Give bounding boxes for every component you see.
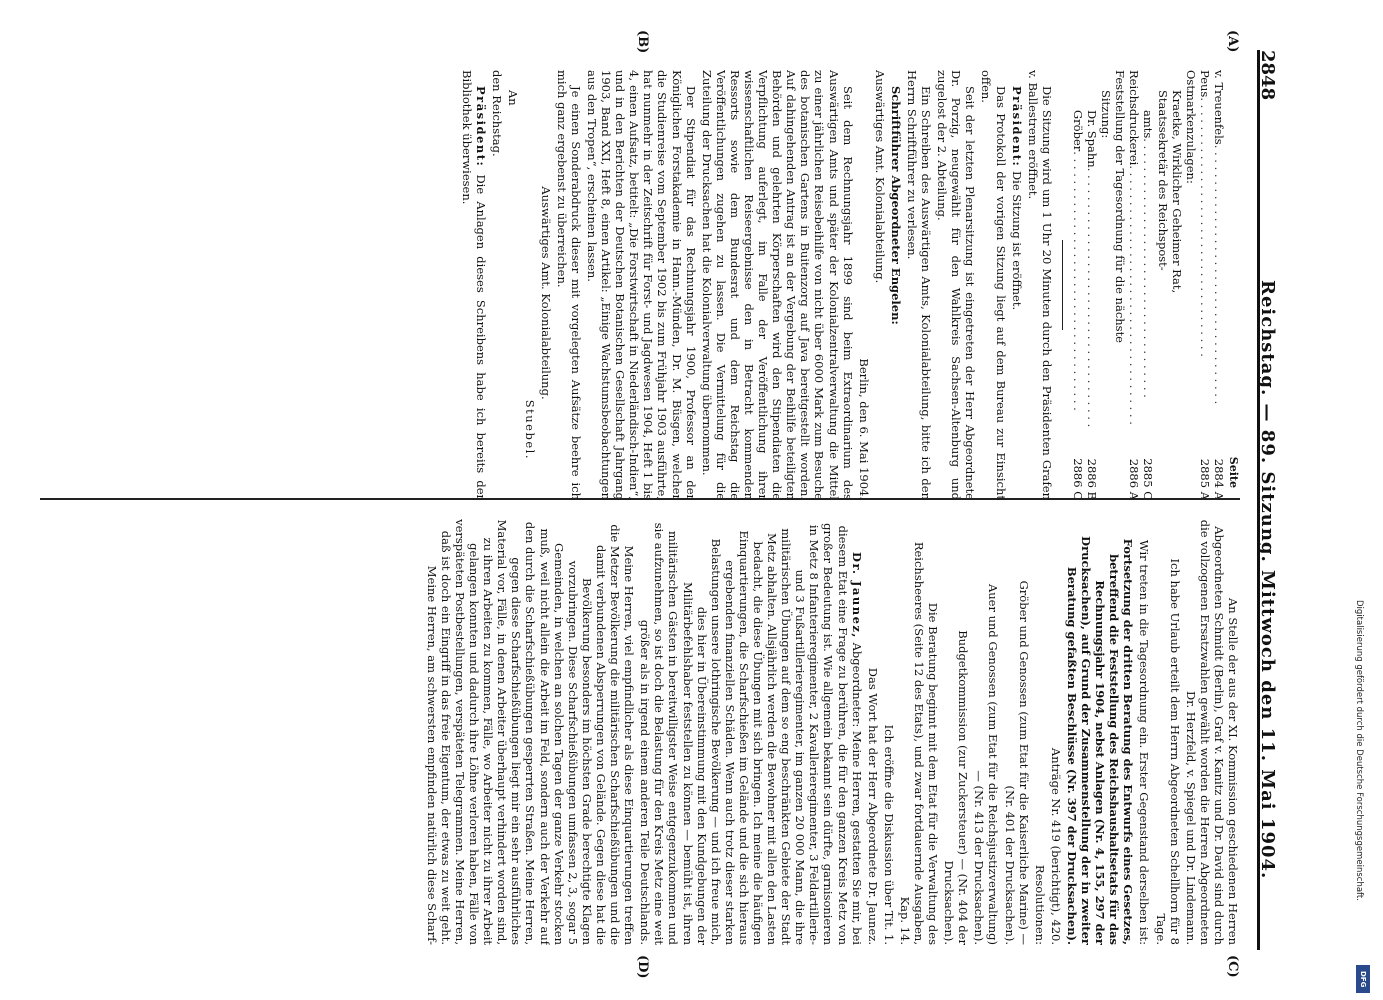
paragraph: Je einen Sonderabdruck dieser mit vorgelegten Aufsätze beehre ich mich ganz ergebenst zu überreichen. [554, 70, 583, 500]
resolution-item: Budgetkommission (zur Zuckersteuer) — (Nr. 404 der Drucksachen). [942, 630, 971, 945]
page-title: Reichstag. — 89. Sitzung. Mittwoch den 11. Mai 1904. [1257, 280, 1278, 880]
toc-leader-dots [1127, 165, 1141, 454]
toc-entry-name: Feststellung der Tagesordnung für die nächste [1113, 70, 1128, 343]
digitization-note [1352, 600, 1364, 960]
paragraph: Anträge Nr. 419 (berichtigt), 420. [1048, 747, 1063, 945]
page-header [1248, 50, 1282, 950]
toc-label: Seite [1227, 456, 1240, 488]
toc-entry-name: v. Treuenfels [1211, 70, 1226, 145]
paragraph [889, 70, 903, 500]
section-divider [1062, 240, 1063, 330]
paragraph [460, 70, 488, 500]
margin-mark-d: (D) [635, 955, 650, 979]
paragraph: An Stelle der aus der XI. Kommission geschiedenen Herren Abgeordneten Schmidt (Berlin), Graf v. Kanitz und Dr. David sind durch die vollzogenen Ersatzwahlen gewählt worden die Herren Abgeordneten Dr. Herzfeld, v. Spiegel und Dr. Lindemann. [1183, 519, 1240, 945]
toc-row [1141, 70, 1155, 500]
paragraph: Das Protokoll der vorigen Sitzung liegt auf dem Bureau zur Einsicht offen. [979, 70, 1008, 500]
paragraph: Resolutionen: [1032, 864, 1047, 945]
toc-leader-dots [1085, 168, 1099, 455]
header-rule [1257, 50, 1260, 950]
toc-row [1085, 70, 1099, 500]
toc-entry-name: Reichsdruckerei [1127, 70, 1142, 166]
agenda-item: Fortsetzung der dritten Beratung des Entwurfs eines Gesetzes, betreffend die Feststellung des Reichshaushaltsetats für das Rechnungsjahr 1904, nebst Anlagen (Nr. 4, 155, 297 der Drucksachen), auf Grund der Zusammenstellung der in zweiter Beratung gefaßten Beschlüsse (Nr. 397 der Drucksachen). [1064, 536, 1136, 945]
resolution-item: Auer und Genossen (zum Etat für die Reichsjustizverwaltung) — (Nr. 413 der Drucksachen). [972, 583, 1001, 945]
paragraph: Die Beratung beginnt mit dem Etat für die Verwaltung des Reichsheeres (Seite 12 des Etats), und zwar fortdauernde Ausgaben, Kap. 14. [897, 541, 941, 945]
toc-page-ref: 2885 C [1141, 458, 1156, 500]
toc-entry-name: Gröber [1070, 110, 1085, 152]
toc-page-ref: 2886 A [1127, 458, 1142, 500]
letter-date: Berlin, den 6. Mai 1904. [856, 358, 871, 500]
signature-office: Auswärtiges Amt. Kolonialabteilung. [538, 186, 553, 400]
toc-page-ref: 2886 B [1085, 458, 1100, 500]
toc-row [1212, 70, 1226, 500]
toc-entry-name: Dr. Spahn [1085, 110, 1100, 168]
speaker-label: Präsident: [474, 86, 489, 168]
toc-row [1198, 70, 1212, 500]
paragraph: Ich eröffne die Diskussion über Tit. 1. [881, 724, 896, 945]
column-divider [40, 498, 1240, 500]
toc-leader-dots [1212, 145, 1226, 455]
signature-name: Stuebel. [522, 399, 537, 460]
left-column [40, 70, 1240, 500]
toc-page-ref: 2885 A [1197, 458, 1212, 500]
letter-sender: Auswärtiges Amt. Kolonialabteilung. [872, 70, 887, 284]
toc-leader-dots [1141, 138, 1155, 454]
paragraph [638, 515, 864, 945]
toc-entry-name: Peus [1197, 70, 1212, 98]
toc-entry-name: Staatssekretär des Reichspost- [1155, 90, 1170, 271]
toc-entry-name: Kraetke, Wirklicher Geheimer Rat, [1169, 90, 1184, 294]
resolution-item: Gröber und Genossen (zum Etat für die Kaiserliche Marine) — (Nr. 401 der Drucksachen). [1002, 580, 1031, 945]
toc-row [1155, 70, 1169, 500]
margin-mark-b: (B) [635, 30, 650, 54]
toc-leader-dots [1198, 97, 1212, 454]
paragraph: Das Wort hat der Herr Abgeordnete Dr. Jaunez. [865, 667, 880, 945]
paragraph: Die Sitzung wird um 1 Uhr 20 Minuten durch den Präsidenten Grafen v. Ballestrem eröffnet. [1025, 70, 1054, 500]
toc-row [1099, 70, 1113, 500]
paragraph [1010, 70, 1024, 500]
speaker-label: Präsident: [1009, 86, 1024, 168]
speech-text: Die Anlagen dieses Schreibens habe ich bereits der Bibliothek überwiesen. [460, 70, 489, 500]
paragraph: Ich habe Urlaub erteilt dem Herrn Abgeordneten Schellhorn für 8 Tage. [1153, 558, 1182, 945]
toc-entry-name: Ostmarkenzulagen: [1183, 70, 1198, 184]
address-line: An [506, 90, 521, 106]
speaker-label: Schriftführer Abgeordneter Engelen: [888, 86, 903, 325]
toc-row [1184, 70, 1198, 500]
paragraph: Der Stipendiat für das Rechnungsjahr 1900, Professor an der Königlichen Forstakademie in Hann.-Münden, Dr. M. Büsgen, welcher die Studienreise vom September 1902 bis zum Frühjahr 1903 ausführte, hat nunmehr in der Zeitschrift für Forst- und Jagdwesen 1904, Heft 1 bis 4, einen Aufsatz, betitelt: „Die Forstwirtschaft in Niederländisch-Indien“, und in den Berichten der Deutschen Botanischen Gesellschaft Jahrgang 1903, Band XXI, Heft 8, einen Artikel: „Einige Wachstumsbeobachtungen aus den Tropen“, erscheinen lassen. [584, 70, 698, 500]
toc-entry-name: Sitzung: [1099, 90, 1114, 139]
speech-text: Abgeordneter: Meine Herren, gestatten Sie mir, bei diesem Etat eine Frage zu berühren, die für den ganzen Kreis Metz von großer Bedeutung ist. Wie allgemein bekannt sein dürfte, garnisonieren in Metz 8 Infanterieregimenter, 2 Kavallerieregimenter, 3 Feldartillerie- und 3 Fußartillerieregimenter, im ganzen 20 000 Mann, die ihre militärischen Übungen auf dem so eng beschränkten Gebiete der Stadt Metz abhalten. Allsjährlich werden die Bewohner mit allen den Lasten bedacht, die diese Übungen mit sich bringen. Ich meine die häufigen Einquartierungen, die Scharfschießen im Gelände und die sich hieraus ergebenden finanziellen Schäden. Wenn auch trotz dieser starken Belastungen unsere lothringische Bevölkerung — und ich freue mich, dies hier in Übereinstimmung mit den Kundgebungen der Militärbefehlshaber feststellen zu können — bemüht ist, ihren militärischen Gästen in bereitwilligster Weise entgegenzukommen und sie aufzunehmen, so ist doch die Belastung für den Kreis Metz eine weit größer als in irgend einem anderen Teile Deutschlands. [638, 522, 864, 945]
speech-text: Die Sitzung ist eröffnet. [1009, 170, 1024, 311]
toc-page-ref: 2886 C [1070, 458, 1085, 500]
toc-row [1170, 70, 1184, 500]
toc-leader-dots [1071, 151, 1085, 454]
paragraph: Wir treten in die Tagesordnung ein. Erster Gegenstand derselben ist: [1137, 539, 1152, 945]
page-number: 2848 [1257, 50, 1278, 101]
paragraph: Ein Schreiben des Auswärtigen Amts, Kolonialabteilung, bitte ich den Herrn Schriftführer zu verlesen. [905, 70, 934, 500]
table-of-contents [1071, 70, 1226, 500]
paragraph: Meine Herren, viel empfindlicher als diese Einquartierungen treffen die Metzer Bevölkerung die militärischen Scharfschießübungen und die damit verbundenen Absperrungen von Gelände. Gegen diese hat die Bevölkerung besonders im höchsten Grade berechtigte Klagen vorzubringen. Diese Scharfschießübungen umfassen 2, 3, sogar 5 Gemeinden, in welchen an solchen Tagen der ganze Verkehr stocken muß, weil nicht allein die Arbeit im Feld, sondern auch der Verkehr auf den durch die Scharfschießübungen gesperrten Straßen. Meine Herren, gegen diese Scharfschießübungen liegt mir ein sehr ausführliches Material vor, Fälle, in denen Arbeiter überhaupt verhindert worden sind, zu ihren Arbeiten zu kommen, Fälle, wo Arbeiter nicht zu ihrer Arbeit gelangen konnten und dadurch ihre Löhne verloren haben, Fälle von verspäteten Postbestellungen, verspäteten Telegrammen. Meine Herren, daß ist doch ein Eingriff in das freie Eigentum, der etwas zu weit geht. Meine Herren, am schwersten empfinden natürlich diese Scharf- [424, 519, 637, 945]
speaker-label: Dr. Jaunez, [849, 551, 864, 639]
toc-row [1113, 70, 1127, 500]
toc-entry-name: amts [1141, 110, 1156, 139]
right-column [40, 515, 1240, 945]
toc-row [1071, 70, 1085, 500]
paragraph: Seit der letzten Plenarsitzung ist eingetreten der Herr Abgeordnete Dr. Porzig, neugewählt für den Wahlkreis Sachsen-Altenburg und zugelost der 2. Abteilung. [935, 70, 978, 500]
toc-row [1127, 70, 1141, 500]
digitization-text: Digitalisierung gefördert durch die Deutsche Forschungsgemeinschaft. [1354, 600, 1364, 901]
address-line: den Reichstag. [490, 70, 505, 157]
margin-mark-c: (C) [1225, 955, 1240, 978]
paragraph: Seit dem Rechnungsjahr 1899 sind beim Extraordinarium des Auswärtigen Amts und später der Kolonialzentralverwaltung die Mittel zu einer jährlichen Reisebeihilfe von nicht über 6000 Mark zum Besuche des botanischen Gartens in Buitenzorg auf Java bereitgestellt worden. Auf dahingehenden Antrag ist an der Vergebung der Beihilfe beteiligten Behörden und gelehrten Körperschaften wird den Stipendiaten die Verpflichtung auferlegt, im Falle der Veröffentlichung ihrer wissenschaftlichen Reiseergebnisse den in Betracht kommenden Ressorts sowie dem Bundesrat und dem Reichstag die Veröffentlichungen zugehen zu lassen. Die Vermittelung für die Zuteilung der Drucksachen hat die Kolonialverwaltung übernommen. [699, 70, 855, 500]
dfg-logo: DFG [1356, 965, 1370, 993]
toc-page-ref: 2884 A [1211, 458, 1226, 500]
margin-mark-a: (A) [1225, 30, 1240, 53]
